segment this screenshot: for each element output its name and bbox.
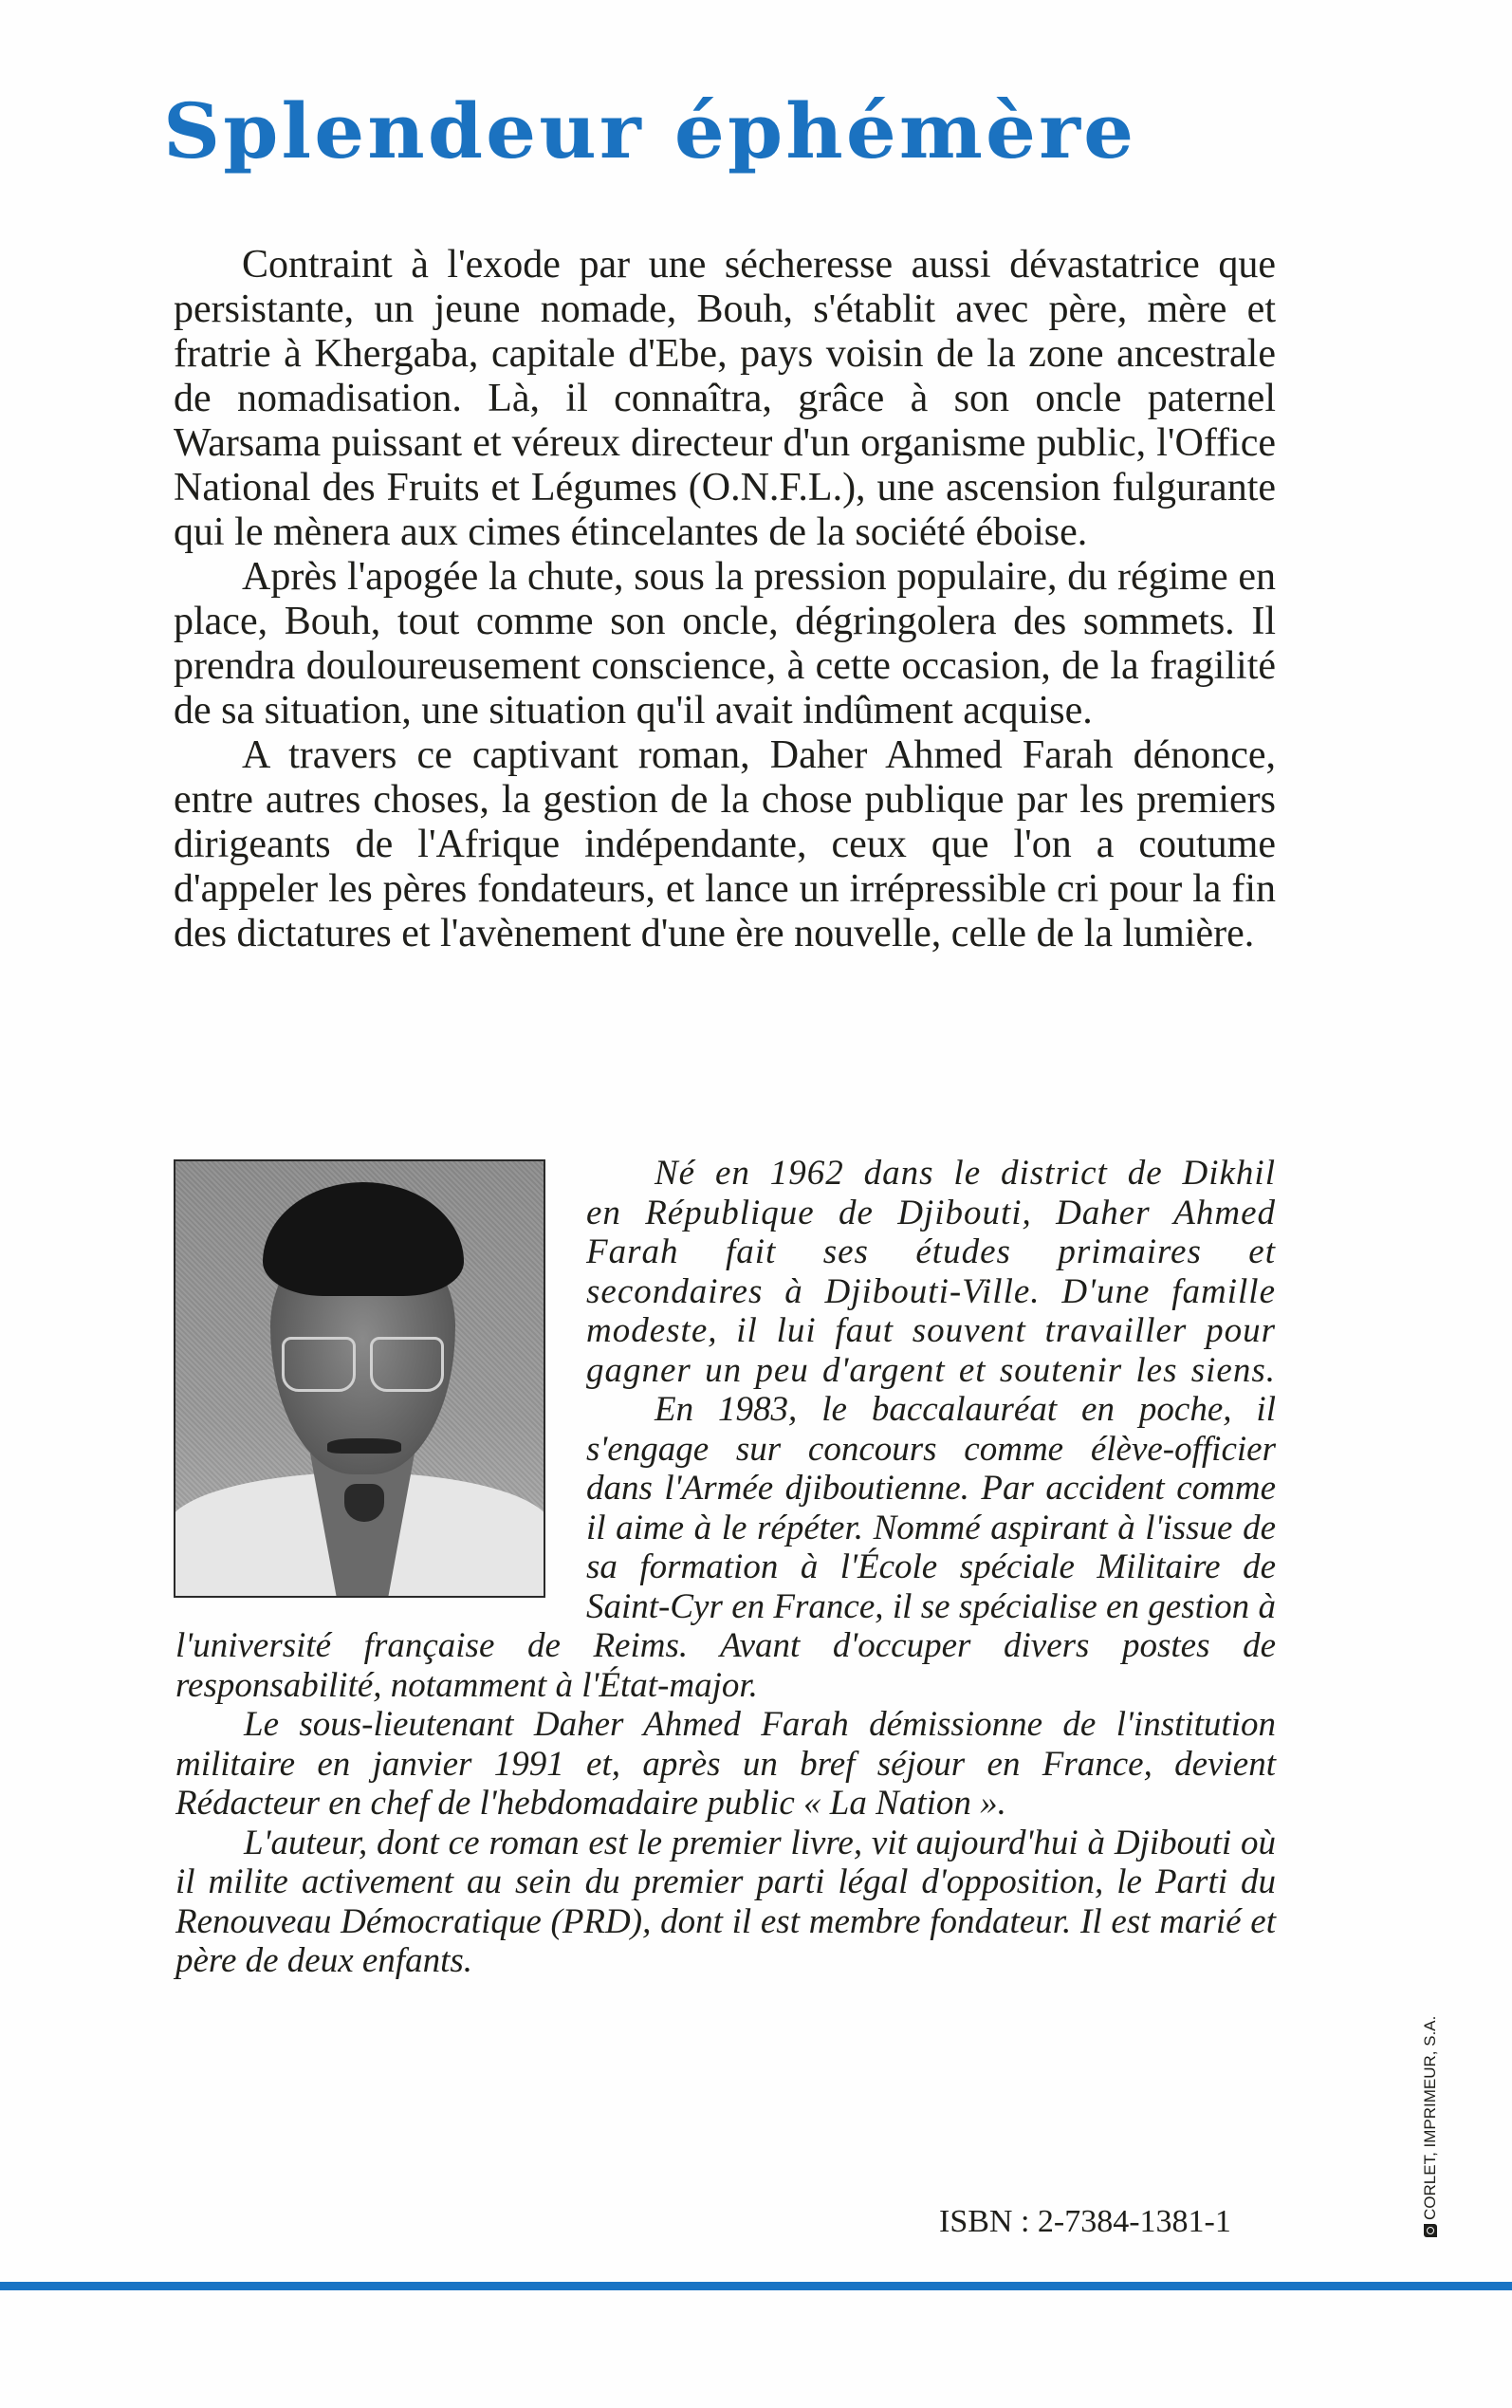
- photo-wrap-spacer: [175, 1154, 586, 1625]
- bio-paragraph: Le sous-lieutenant Daher Ahmed Farah démissionne de l'institution militaire en janvier 1991 et, après un bref séjour en France, devient Rédacteur en chef de l'hebdomadaire public « La Nation ».: [175, 1705, 1276, 1823]
- corlet-logo-icon: [1424, 2224, 1437, 2237]
- synopsis: [174, 243, 1276, 956]
- synopsis-paragraph: Contraint à l'exode par une sécheresse aussi dévastatrice que persistante, un jeune nomade, Bouh, s'établit avec père, mère et fratrie à Khergaba, capitale d'Ebe, pays voisin de la zone ancestrale de nomadisation. Là, il connaîtra, grâce à son oncle paternel Warsama puissant et véreux directeur d'un organisme public, l'Office National des Fruits et Légumes (O.N.F.L.), une ascension fulgurante qui le mènera aux cimes étincelantes de la société éboise.: [174, 243, 1276, 554]
- synopsis-paragraph: Après l'apogée la chute, sous la pression populaire, du régime en place, Bouh, tout comme son oncle, dégringolera des sommets. Il prendra douloureusement conscience, à cette occasion, de la fragilité de sa situation, une situation qu'il avait indûment acquise.: [174, 555, 1276, 732]
- isbn: ISBN : 2-7384-1381-1: [939, 2204, 1231, 2239]
- author-bio: [175, 1154, 1276, 1981]
- bottom-rule: [0, 2282, 1512, 2290]
- bio-paragraph: En 1983, le baccalauréat en poche, il s'engage sur concours comme élève-officier dans l'Armée djiboutienne. Par accident comme il aime à le répéter. Nommé aspirant à l'issue de sa formation à l'École spéciale Militaire de Saint-Cyr en France, il se spécialise en gestion à l'université française de Reims. Avant d'occuper divers postes de responsabilité, notamment à l'État-major.: [175, 1390, 1276, 1705]
- printer-credit-text: CORLET, IMPRIMEUR, S.A.: [1421, 2015, 1439, 2220]
- synopsis-paragraph: A travers ce captivant roman, Daher Ahmed Farah dénonce, entre autres choses, la gestion de la chose publique par les premiers dirigeants de l'Afrique indépendante, ceux que l'on a coutume d'appeler les pères fondateurs, et lance un irrépressible cri pour la fin des dictatures et l'avènement d'une ère nouvelle, celle de la lumière.: [174, 733, 1276, 955]
- bio-paragraph: Né en 1962 dans le district de Dikhil en République de Djibouti, Daher Ahmed Farah fait ses études primaires et secondaires à Djibouti-Ville. D'une famille modeste, il lui faut souvent travailler pour gagner un peu d'argent et soutenir les siens.: [586, 1154, 1276, 1390]
- bio-paragraph: L'auteur, dont ce roman est le premier livre, vit aujourd'hui à Djibouti où il milite activement au sein du premier parti légal d'opposition, le Parti du Renouveau Démocratique (PRD), dont il est membre fondateur. Il est marié et père de deux enfants.: [175, 1823, 1276, 1980]
- book-title: Splendeur éphémère: [163, 86, 1137, 176]
- printer-credit: [1419, 2016, 1442, 2237]
